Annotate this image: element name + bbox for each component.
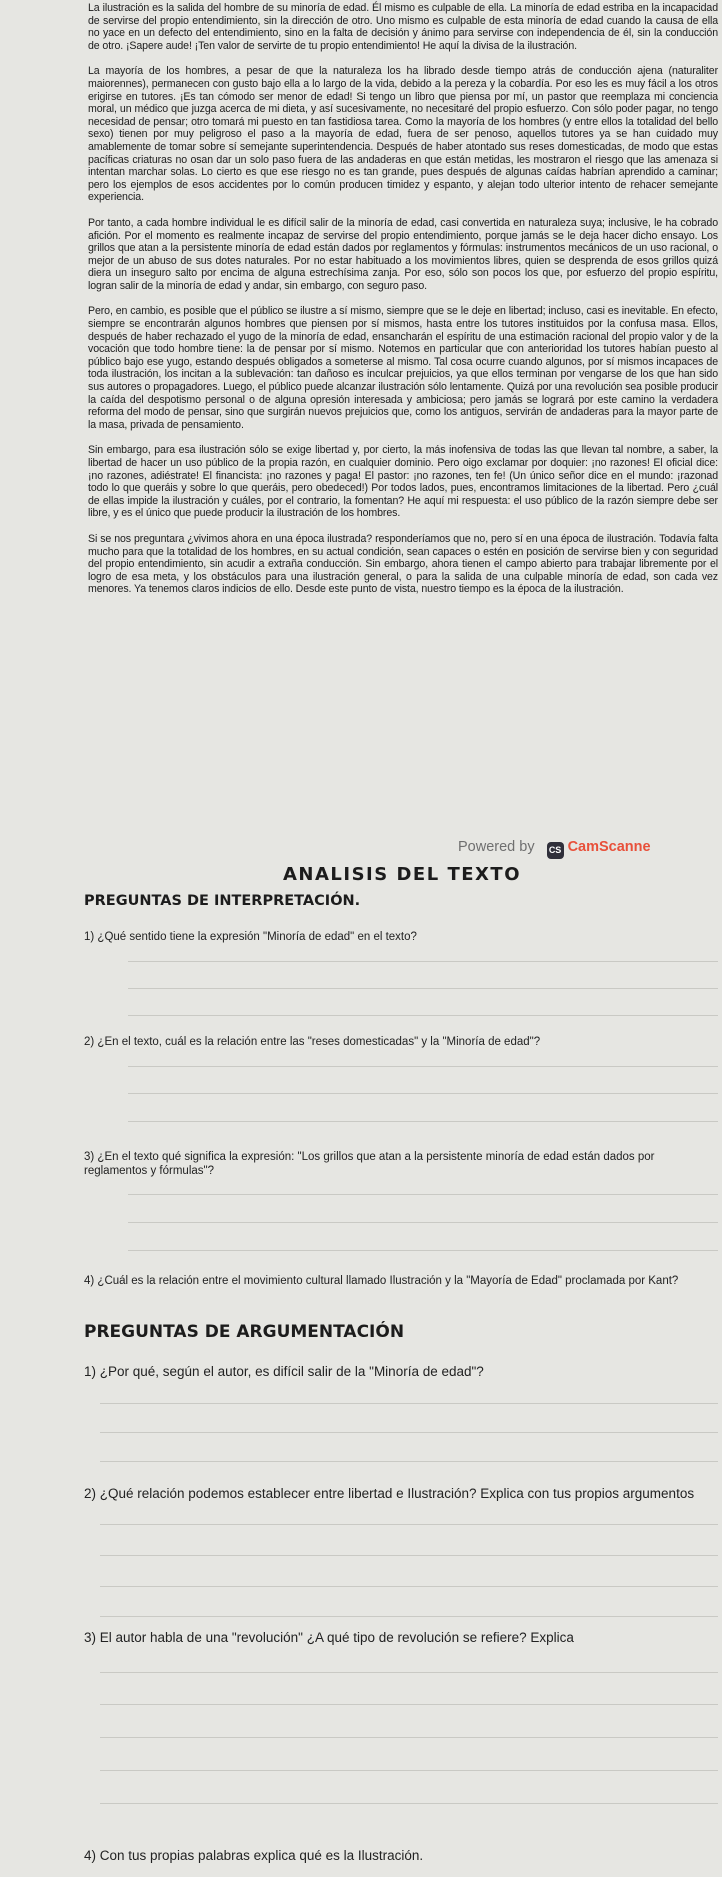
answer-line — [128, 1066, 718, 1067]
answer-line — [128, 1121, 718, 1122]
powered-by-text: Powered by — [458, 839, 535, 855]
reading-paragraph-5: Sin embargo, para esa ilustración sólo se exige libertad y, por cierto, la más inofensiva de todas las que llevan tal nombre, a saber, la libertad de hacer un uso público de la propia razón, en cualquier dominio. Pero oigo exclamar por doquier: ¡no razones! El oficial dice: ¡no razones, adiéstrate! El financista: ¡no razones y paga! El pastor: ¡no razones, ten fe! (Un único señor dice en el mundo: ¡razonad todo lo que queráis y sobre lo que queráis, pero obedeced!) Por todos lados, pues, encontramos limitaciones de la libertad. Pero ¿cuál de ellas impide la ilustración y cuáles, por el contrario, la fomentan? He aquí mi respuesta: el uso público de la razón siempre debe ser libre, y es el único que puede producir la ilustración de los hombres. — [88, 444, 718, 520]
argumentation-question-3: 3) El autor habla de una "revolución" ¿A qué tipo de revolución se refiere? Explica — [84, 1630, 574, 1645]
interpretation-heading: PREGUNTAS DE INTERPRETACIÓN. — [84, 893, 361, 909]
answer-line — [128, 1015, 718, 1016]
answer-line — [128, 1093, 718, 1094]
answer-line — [100, 1616, 718, 1617]
reading-paragraph-6: Si se nos preguntara ¿vivimos ahora en una época ilustrada? responderíamos que no, pero sí en una época de ilustración. Todavía falta mucho para que la totalidad de los hombres, en su actual condición, sean capaces o estén en posición de servirse bien y con seguridad del propio entendimiento, sin acudir a extraña conducción. Sin embargo, ahora tienen el campo abierto para trabajar libremente por el logro de esa meta, y los obstáculos para una ilustración general, o para la salida de una culpable minoría de edad, son cada vez menores. Ya tenemos claros indicios de ello. Desde este punto de vista, nuestro tiempo es la época de la ilustración. — [88, 532, 718, 596]
reading-paragraph-1: La ilustración es la salida del hombre de su minoría de edad. Él mismo es culpable de ella. La minoría de edad estriba en la incapacidad de servirse del propio entendimiento, sin la dirección de otro. Uno mismo es culpable de esta minoría de edad cuando la causa de ella no yace en un defecto del entendimiento, sino en la falta de decisión y ánimo para servirse con independencia de él, sin la conducción de otro. ¡Sapere aude! ¡Ten valor de servirte de tu propio entendimiento! He aquí la divisa de la ilustración. — [88, 2, 718, 52]
camscanner-watermark — [458, 839, 651, 859]
answer-line — [100, 1524, 718, 1525]
argumentation-question-1: 1) ¿Por qué, según el autor, es difícil salir de la "Minoría de edad"? — [84, 1364, 484, 1379]
camscanner-brand: CamScanne — [567, 839, 651, 855]
answer-line — [128, 1194, 718, 1195]
answer-line — [100, 1555, 718, 1556]
reading-paragraph-3: Por tanto, a cada hombre individual le es difícil salir de la minoría de edad, casi convertida en naturaleza suya; inclusive, le ha cobrado afición. Por el momento es realmente incapaz de servirse del propio entendimiento, porque jamás se le deja hacer dicho ensayo. Los grillos que atan a la persistente minoría de edad están dados por reglamentos y fórmulas: instrumentos mecánicos de un uso racional, o mejor de un abuso de sus dotes naturales. Por no estar habituado a los movimientos libres, quien se desprenda de esos grillos quizá diera un inseguro salto por encima de alguna estrechísima zanja. Por eso, sólo son pocos los que, por esfuerzo del propio espíritu, logran salir de la minoría de edad y andar, sin embargo, con seguro paso. — [88, 216, 718, 292]
argumentation-heading: PREGUNTAS DE ARGUMENTACIÓN — [84, 1322, 405, 1342]
answer-line — [100, 1461, 718, 1462]
answer-line — [100, 1432, 718, 1433]
answer-line — [100, 1770, 718, 1771]
argumentation-question-4: 4) Con tus propias palabras explica qué es la Ilustración. — [84, 1848, 424, 1863]
reading-paragraph-2: La mayoría de los hombres, a pesar de que la naturaleza los ha librado desde tiempo atrás de conducción ajena (naturaliter maiorennes), permanecen con gusto bajo ella a lo largo de la vida, debido a la pereza y la cobardía. Por eso les es muy fácil a los otros erigirse en tutores. ¡Es tan cómodo ser menor de edad! Si tengo un libro que piensa por mí, un pastor que reemplaza mi conciencia moral, un médico que juzga acerca de mi dieta, y así sucesivamente, no necesitaré del propio esfuerzo. Con sólo poder pagar, no tengo necesidad de pensar; otro tomará mi puesto en tan fastidiosa tarea. Como la mayoría de los hombres (y entre ellos la totalidad del bello sexo) tienen por muy peligroso el paso a la mayoría de edad, fuera de ser penoso, aquellos tutores ya se han cuidado muy amablemente de tomar sobre sí semejante superintendencia. Después de haber atontado sus reses domesticadas, de modo que estas pacíficas criaturas no osan dar un solo paso fuera de las andaderas en que están metidas, les mostraron el riesgo que las amenaza si intentan marchar solas. Lo cierto es que ese riesgo no es tan grande, pues después de algunas caídas habrían aprendido a caminar; pero los ejemplos de esos accidentes por lo común producen timidez y espanto, y alejan todo ulterior intento de rehacer semejante experiencia. — [88, 65, 718, 204]
interpretation-question-4: 4) ¿Cuál es la relación entre el movimiento cultural llamado Ilustración y la "Mayoría de Edad" proclamada por Kant? — [84, 1275, 679, 1287]
answer-line — [128, 1222, 718, 1223]
argumentation-question-2: 2) ¿Qué relación podemos establecer entre libertad e Ilustración? Explica con tus propios argumentos — [84, 1486, 695, 1501]
answer-line — [100, 1672, 718, 1673]
answer-line — [128, 1250, 718, 1251]
reading-paragraph-4: Pero, en cambio, es posible que el público se ilustre a sí mismo, siempre que se le deje en libertad; incluso, casi es inevitable. En efecto, siempre se encontrarán algunos hombres que piensen por sí mismos, hasta entre los tutores instituidos por la confusa masa. Ellos, después de haber rechazado el yugo de la minoría de edad, ensancharán el espíritu de una estimación racional del propio valor y de la vocación que todo hombre tiene: la de pensar por sí mismo. Notemos en particular que con anterioridad los tutores habían puesto al público bajo ese yugo, estando después obligados a someterse al mismo. Tal cosa ocurre cuando algunos, por sí mismos incapaces de toda ilustración, los incitan a la sublevación: tan dañoso es inculcar prejuicios, ya que ellos terminan por vengarse de los que han sido sus autores o propagadores. Luego, el público puede alcanzar ilustración sólo lentamente. Quizá por una revolución sea posible producir la caída del despotismo personal o de alguna opresión interesada y ambiciosa; pero jamás se logrará por este camino la verdadera reforma del modo de pensar, sino que surgirán nuevos prejuicios que, como los antiguos, servirán de andaderas para la mayor parte de la masa, privada de pensamiento. — [88, 305, 718, 431]
answer-line — [100, 1737, 718, 1738]
answer-line — [100, 1704, 718, 1705]
reading-text — [88, 2, 718, 609]
answer-line — [100, 1586, 718, 1587]
answer-line — [100, 1403, 718, 1404]
answer-line — [128, 988, 718, 989]
answer-line — [128, 961, 718, 962]
answer-line — [100, 1803, 718, 1804]
interpretation-question-2: 2) ¿En el texto, cuál es la relación entre las "reses domesticadas" y la "Minoría de edad"? — [84, 1036, 541, 1048]
interpretation-question-3: 3) ¿En el texto qué significa la expresión: "Los grillos que atan a la persistente minoría de edad están dados por reglamentos y fórmulas"? — [84, 1151, 655, 1177]
interpretation-question-1: 1) ¿Qué sentido tiene la expresión "Minoría de edad" en el texto? — [84, 931, 417, 943]
camscanner-logo-icon: CS — [547, 842, 564, 859]
worksheet-title: ANALISIS DEL TEXTO — [283, 864, 521, 885]
